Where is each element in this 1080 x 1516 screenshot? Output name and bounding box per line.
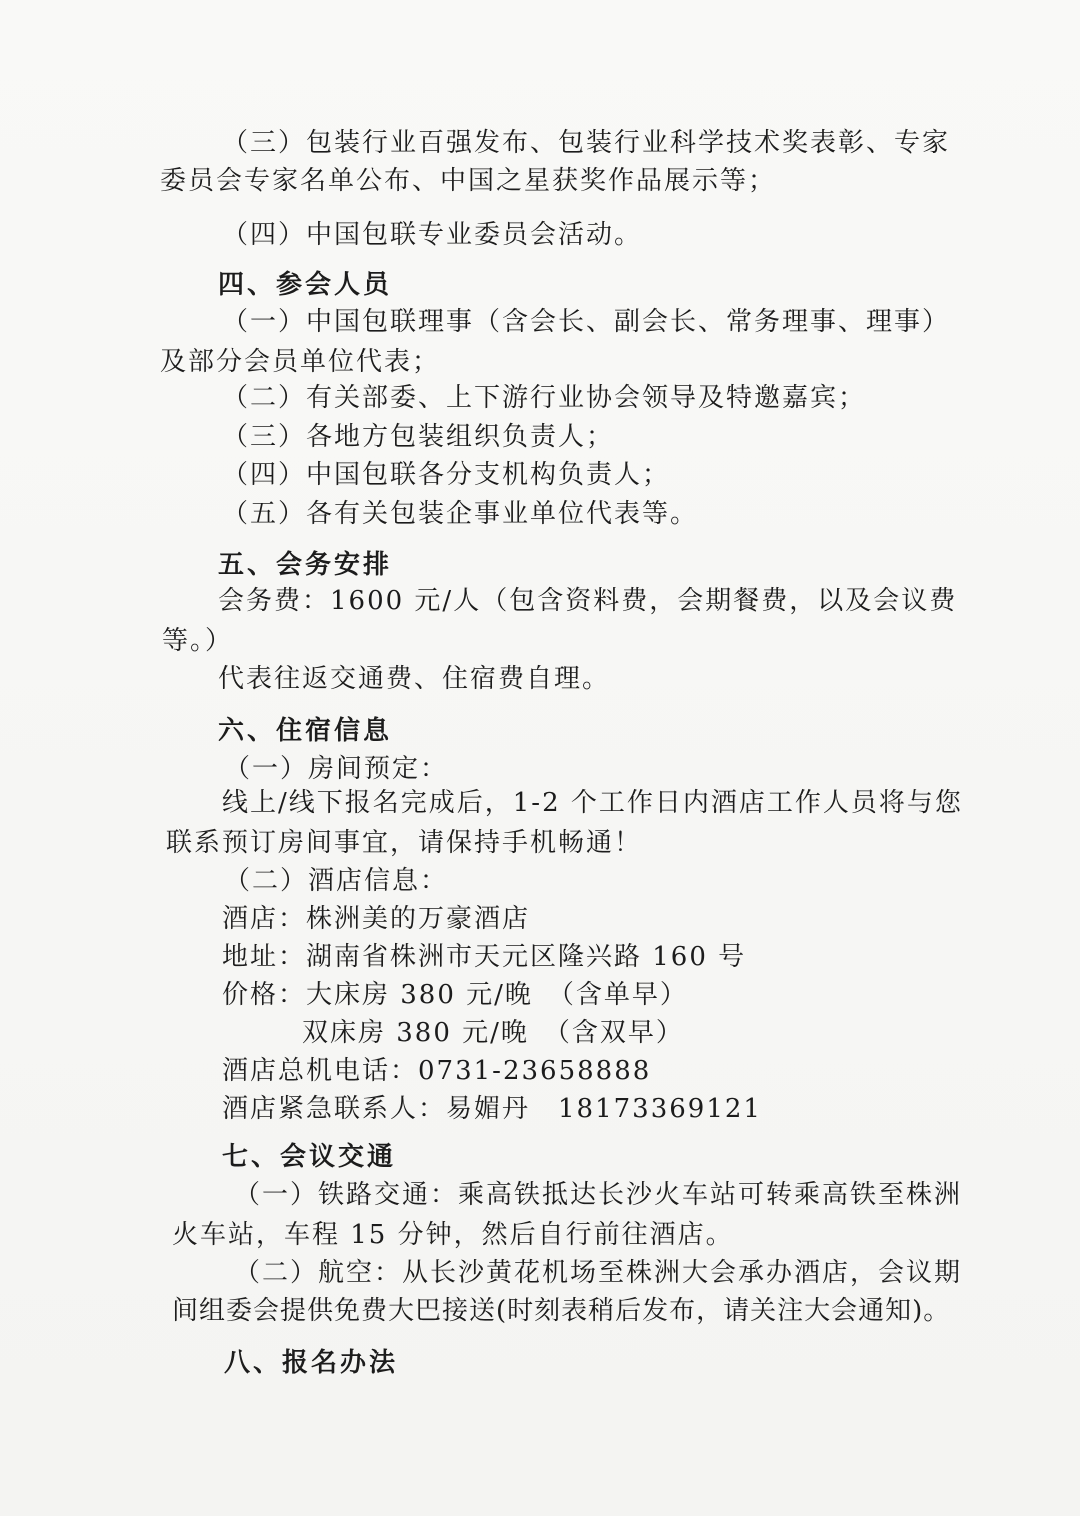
text-line: 酒店总机电话：0731-23658888 [222, 1056, 652, 1086]
text-line: 双床房 380 元/晚 （含双早） [302, 1018, 684, 1048]
text-line: 线上/线下报名完成后，1-2 个工作日内酒店工作人员将与您 [222, 788, 963, 818]
text-line: 代表往返交通费、住宿费自理。 [218, 664, 611, 694]
section-heading: 七、会议交通 [222, 1142, 397, 1172]
section-heading: 五、会务安排 [218, 550, 393, 580]
text-line: 联系预订房间事宜，请保持手机畅通！ [166, 828, 643, 858]
text-line: 及部分会员单位代表； [160, 347, 441, 377]
text-line: （一）房间预定： [224, 754, 449, 784]
text-line: 等。） [162, 626, 234, 656]
text-line: 火车站，车程 15 分钟，然后自行前往酒店。 [172, 1220, 734, 1250]
text-line: 间组委会提供免费大巴接送(时刻表稍后发布，请关注大会通知)。 [172, 1296, 951, 1326]
text-line: （五）各有关包装企事业单位代表等。 [222, 499, 699, 529]
text-line: （三）各地方包装组织负责人； [222, 422, 615, 452]
section-heading: 四、参会人员 [218, 270, 393, 300]
text-line: （三）包装行业百强发布、包装行业科学技术奖表彰、专家 [222, 128, 951, 158]
text-line: 酒店紧急联系人：易媚丹 18173369121 [222, 1094, 762, 1124]
text-line: （四）中国包联专业委员会活动。 [222, 220, 643, 250]
text-line: 委员会专家名单公布、中国之星获奖作品展示等； [160, 166, 777, 196]
text-line: （二）有关部委、上下游行业协会领导及特邀嘉宾； [222, 383, 867, 413]
text-line: 地址：湖南省株洲市天元区隆兴路 160 号 [222, 942, 747, 972]
text-line: 会务费：1600 元/人（包含资料费，会期餐费，以及会议费 [218, 586, 958, 616]
text-line: （二）酒店信息： [224, 866, 449, 896]
text-line: 酒店：株洲美的万豪酒店 [222, 904, 531, 934]
section-heading: 八、报名办法 [224, 1348, 399, 1378]
text-line: 价格：大床房 380 元/晚 （含单早） [222, 980, 688, 1010]
text-line: （一）铁路交通：乘高铁抵达长沙火车站可转乘高铁至株洲 [234, 1180, 963, 1210]
text-line: （二）航空：从长沙黄花机场至株洲大会承办酒店，会议期 [234, 1258, 963, 1288]
section-heading: 六、住宿信息 [218, 716, 393, 746]
text-line: （四）中国包联各分支机构负责人； [222, 460, 671, 490]
text-line: （一）中国包联理事（含会长、副会长、常务理事、理事） [222, 307, 951, 337]
